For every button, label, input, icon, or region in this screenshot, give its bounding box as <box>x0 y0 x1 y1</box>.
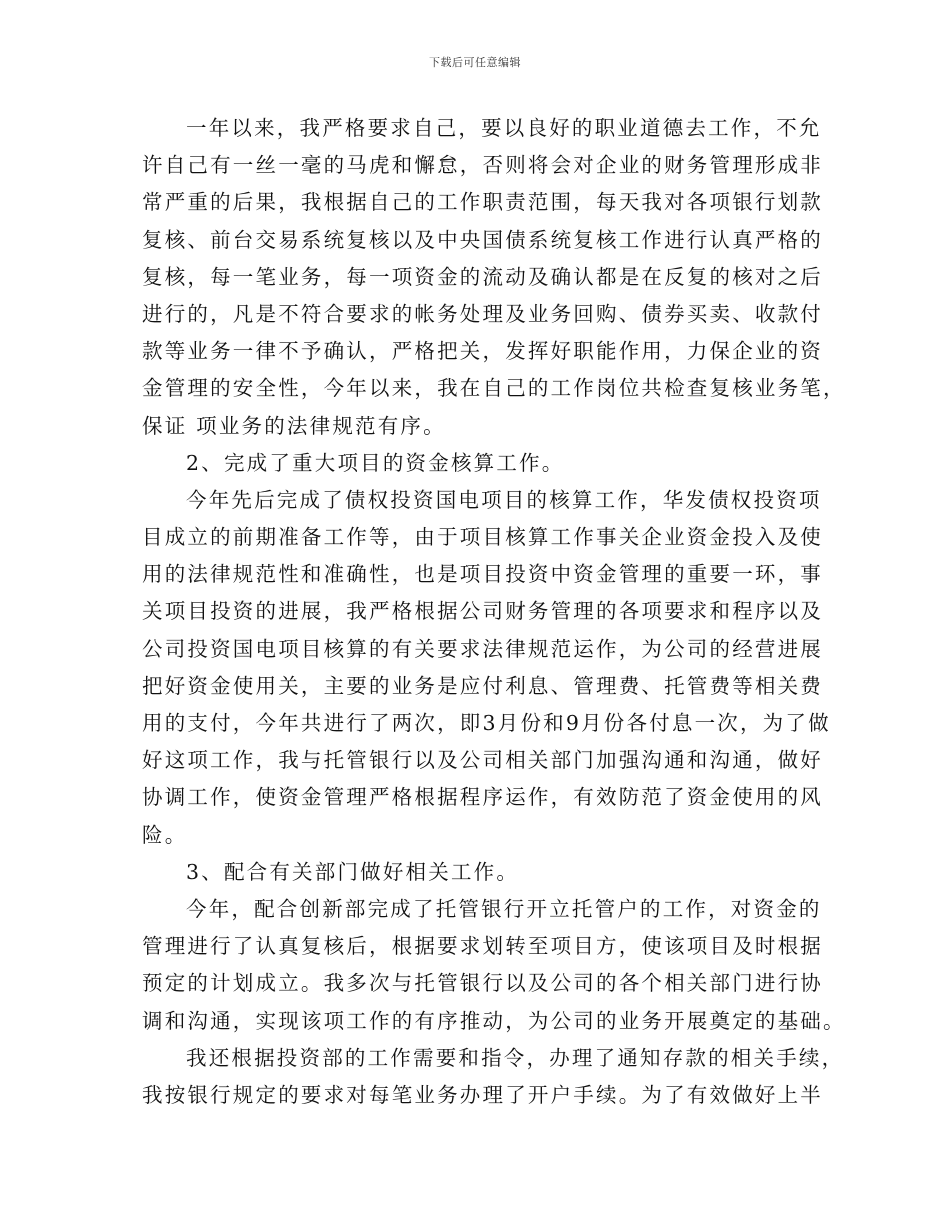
text-line: 协调工作，使资金管理严格根据程序运作，有效防范了资金使用的风 <box>142 785 823 810</box>
document-body <box>142 110 846 1114</box>
text-line: 我按银行规定的要求对每笔业务办理了开户手续。为了有效做好上半 <box>142 1082 823 1107</box>
text-line: 我还根据投资部的工作需要和指令，办理了通知存款的相关手续， <box>186 1045 845 1070</box>
text-line: 用的法律规范性和准确性，也是项目投资中资金管理的重要一环，事 <box>142 562 823 587</box>
text-line: 一年以来，我严格要求自己，要以良好的职业道德去工作，不允 <box>186 116 822 140</box>
text-line: 款等业务一律不予确认，严格把关，发挥好职能作用，力保企业的资 <box>142 339 823 364</box>
text-line: 关项目投资的进展，我严格根据公司财务管理的各项要求和程序以及 <box>142 599 823 624</box>
text-line: 2、完成了重大项目的资金核算工作。 <box>186 450 565 475</box>
text-line: 预定的计划成立。我多次与托管银行以及公司的各个相关部门进行协 <box>142 971 823 996</box>
text-line: 把好资金使用关，主要的业务是应付利息、管理费、托管费等相关费 <box>142 673 823 698</box>
text-line: 进行的，凡是不符合要求的帐务处理及业务回购、债券买卖、收款付 <box>142 301 823 326</box>
text-line: 好这项工作，我与托管银行以及公司相关部门加强沟通和沟通，做好 <box>142 748 823 773</box>
text-line: 今年先后完成了债权投资国电项目的核算工作，华发债权投资项 <box>186 487 822 512</box>
text-line: 保证 项业务的法律规范有序。 <box>142 413 446 438</box>
text-line: 常严重的后果，我根据自己的工作职责范围，每天我对各项银行划款 <box>142 190 823 215</box>
text-line: 公司投资国电项目核算的有关要求法律规范运作，为公司的经营进展 <box>142 636 823 661</box>
text-line: 今年，配合创新部完成了托管银行开立托管户的工作，对资金的 <box>186 896 822 921</box>
text-line: 许自己有一丝一毫的马虎和懈怠，否则将会对企业的财务管理形成非 <box>142 153 823 178</box>
text-line: 3、配合有关部门做好相关工作。 <box>186 859 520 884</box>
header-note: 下载后可任意编辑 <box>429 56 521 69</box>
text-line: 目成立的前期准备工作等，由于项目核算工作事关企业资金投入及使 <box>142 525 823 550</box>
text-line: 险。 <box>142 822 188 847</box>
text-line: 复核、前台交易系统复核以及中央国债系统复核工作进行认真严格的 <box>142 227 823 252</box>
text-line: 复核，每一笔业务，每一项资金的流动及确认都是在反复的核对之后 <box>142 264 823 289</box>
text-line: 管理进行了认真复核后，根据要求划转至项目方，使该项目及时根据 <box>142 934 823 959</box>
text-line: 金管理的安全性，今年以来，我在自己的工作岗位共检查复核业务笔， <box>142 376 846 401</box>
text-line: 用的支付，今年共进行了两次，即3月份和9月份各付息一次，为了做 <box>142 711 831 735</box>
text-line: 调和沟通，实现该项工作的有序推动，为公司的业务开展奠定的基础。 <box>142 1008 846 1033</box>
